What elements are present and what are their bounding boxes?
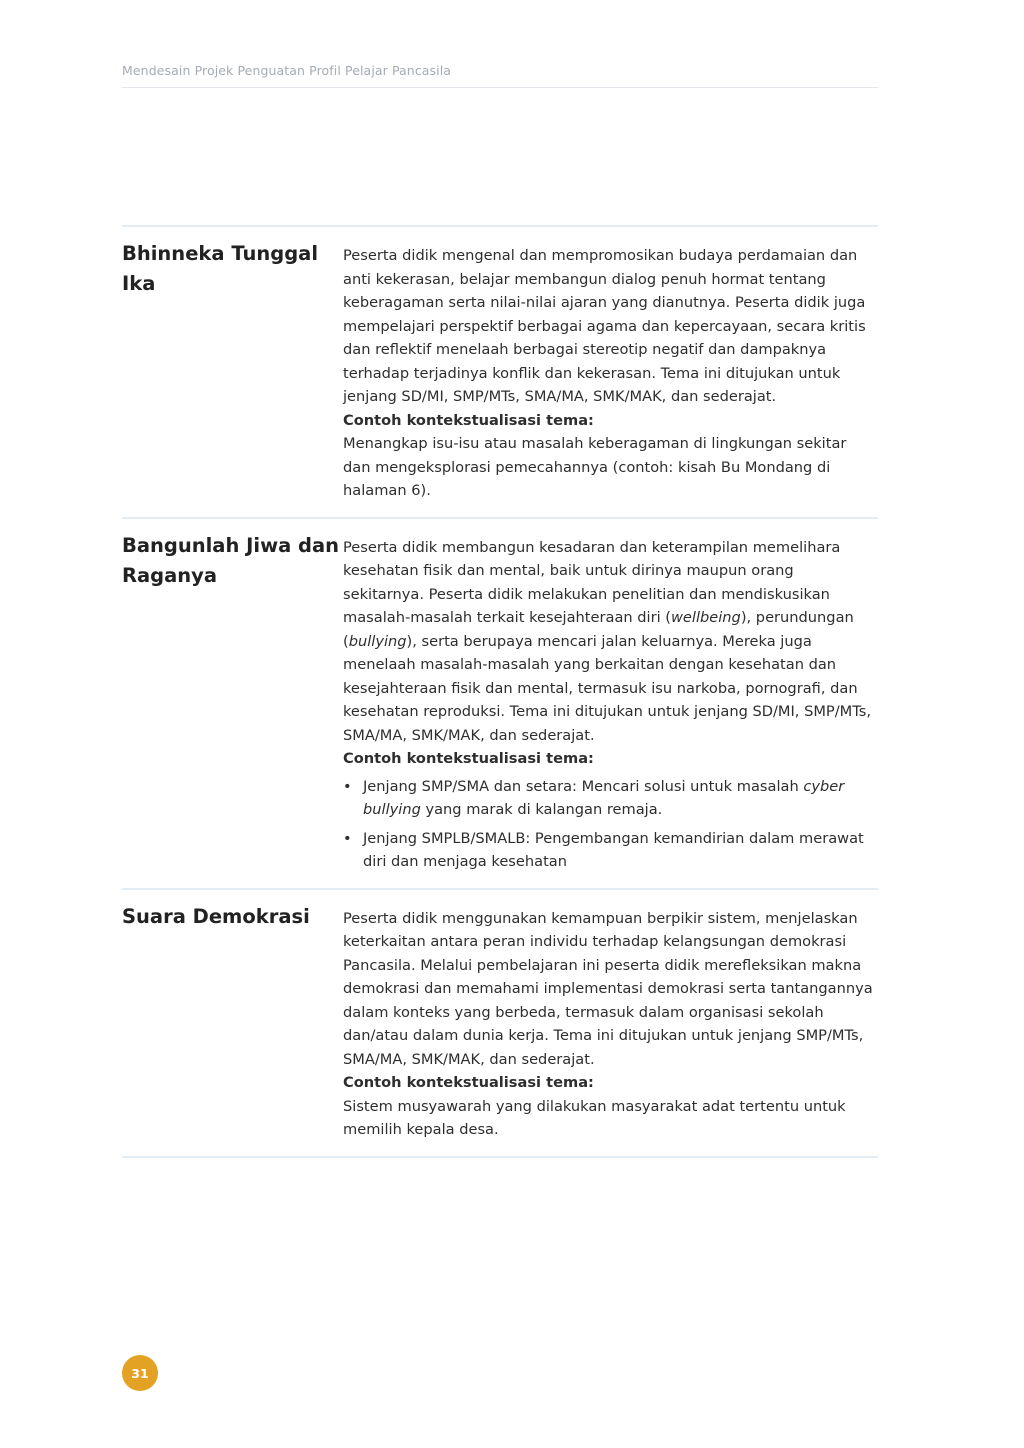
description-term: bullying <box>348 632 407 650</box>
theme-row-bhinneka <box>122 227 878 519</box>
theme-body <box>343 907 878 1142</box>
description-term: wellbeing <box>670 609 741 626</box>
theme-title: Bangunlah Jiwa dan Raganya <box>122 533 340 587</box>
example-heading: Contoh kontekstualisasi tema: <box>343 1074 594 1091</box>
list-item <box>343 775 878 822</box>
example-heading: Contoh kontekstualisasi tema: <box>343 411 594 429</box>
theme-table <box>122 225 878 1158</box>
list-item <box>343 827 878 874</box>
description-text: ), serta berupaya mencari jalan keluarnya. Mereka juga menelaah masalah-masalah yang berkaitan dengan kesehatan dan kesejahteraan fisik dan mental, termasuk isu narkoba, pornografi, dan kesehatan reproduksi. Tema ini ditujukan untuk jenjang SD/MI, SMP/MTs, SMA/MA, SMK/MAK, dan sederajat. <box>343 632 871 744</box>
list-item-text: Jenjang SMP/SMA dan setara: Mencari solusi untuk masalah <box>363 777 804 795</box>
theme-description: Peserta didik menggunakan kemampuan berpikir sistem, menjelaskan keterkaitan antara peran individu terhadap kelangsungan demokrasi Pancasila. Melalui pembelajaran ini peserta didik merefleksikan makna demokrasi dan memahami implementasi demokrasi serta tantangannya dalam konteks yang berbeda, termasuk dalam organisasi sekolah dan/atau dalam dunia kerja. Tema ini ditujukan untuk jenjang SMP/MTs, SMA/MA, SMK/MAK, dan sederajat. <box>343 909 873 1068</box>
bullet-icon: • <box>343 777 352 795</box>
list-item-text: yang marak di kalangan remaja. <box>420 801 663 818</box>
running-header: Mendesain Projek Penguatan Profil Pelajar Pancasila <box>122 63 452 78</box>
page-number-badge: 31 <box>122 1355 158 1391</box>
description-text: ), perundungan ( <box>343 609 854 650</box>
example-heading: Contoh kontekstualisasi tema: <box>343 750 594 767</box>
example-text: Sistem musyawarah yang dilakukan masyarakat adat tertentu untuk memilih kepala desa. <box>343 1097 846 1138</box>
theme-title: Suara Demokrasi <box>122 904 310 928</box>
example-text: Menangkap isu-isu atau masalah keberagaman di lingkungan sekitar dan mengeksplorasi pemecahannya (contoh: kisah Bu Mondang di halaman 6). <box>343 435 847 499</box>
description-text: Peserta didik membangun kesadaran dan keterampilan memelihara kesehatan fisik dan mental, baik untuk dirinya maupun orang sekitarnya. Peserta didik melakukan penelitian dan mendiskusikan masalah-masalah terkait kesejahteraan diri ( <box>343 538 841 626</box>
bullet-icon: • <box>343 829 352 847</box>
theme-row-bangunlah <box>122 519 878 890</box>
header-divider <box>122 87 878 88</box>
theme-description <box>343 536 878 748</box>
list-item-text: Jenjang SMPLB/SMALB: Pengembangan kemandirian dalam merawat diri dan menjaga kesehatan <box>363 829 864 870</box>
theme-body <box>343 244 878 503</box>
theme-body <box>343 536 878 874</box>
example-list <box>343 775 878 874</box>
list-item-term: cyber bullying <box>363 777 845 818</box>
theme-title: Bhinneka Tunggal Ika <box>122 242 319 295</box>
theme-description: Peserta didik mengenal dan mempromosikan budaya perdamaian dan anti kekerasan, belajar membangun dialog penuh hormat tentang keberagaman serta nilai-nilai ajaran yang dianutnya. Peserta didik juga mempelajari perspektif berbagai agama dan kepercayaan, secara kritis dan reflektif menelaah berbagai stereotip negatif dan dampaknya terhadap terjadinya konflik dan kekerasan. Tema ini ditujukan untuk jenjang SD/MI, SMP/MTs, SMA/MA, SMK/MAK, dan sederajat. <box>343 247 866 405</box>
theme-row-suara-demokrasi <box>122 890 878 1158</box>
